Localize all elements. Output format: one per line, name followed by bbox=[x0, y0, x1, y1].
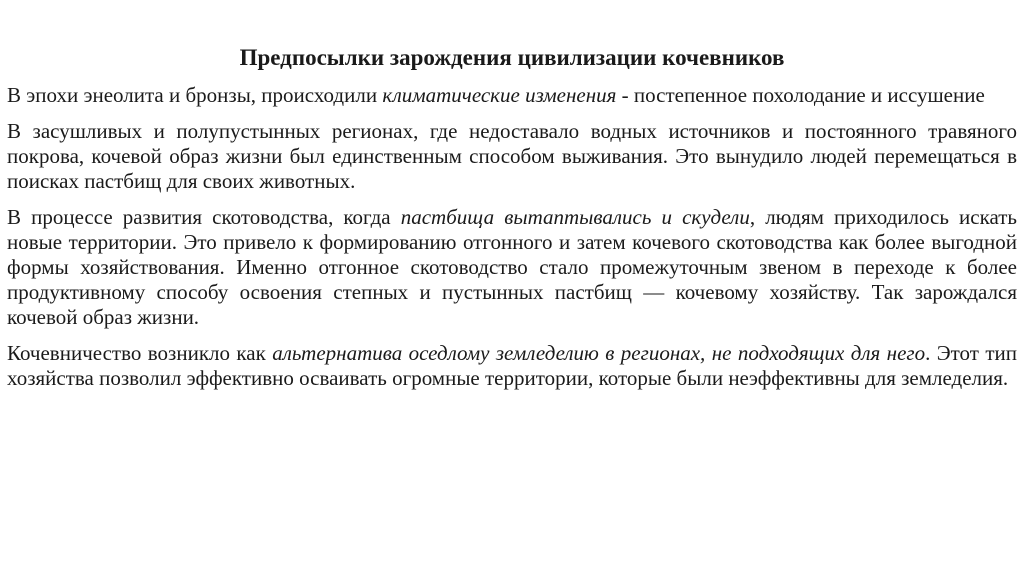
paragraph-climate bbox=[7, 83, 1017, 108]
paragraph-pastoralism bbox=[7, 205, 1017, 330]
paragraph-emphasis: альтернатива оседлому земледелию в регионах, не подходящих для него bbox=[272, 341, 926, 365]
paragraph-text: Кочевничество возникло как bbox=[7, 341, 273, 365]
paragraph-text: , людям приходилось искать новые территории. Это привело к формированию отгонного и затем кочевого скотоводства как более выгодной формы хозяйствования. Именно отгонное скотоводство стало промежуточным звеном в переходе к более продуктивному способу освоения степных и пустынных пастбищ — кочевому хозяйству. Так зарождался кочевой образ жизни. bbox=[7, 205, 1017, 329]
paragraph-text: . Этот тип хозяйства позволил эффективно осваивать огромные территории, которые были неэффективны для земледелия. bbox=[7, 341, 1017, 390]
paragraph-text: В эпохи энеолита и бронзы, происходили bbox=[7, 83, 383, 107]
paragraph-arid-regions bbox=[7, 119, 1017, 194]
paragraph-text: - постепенное похолодание и иссушение bbox=[616, 83, 985, 107]
paragraph-text: В засушливых и полупустынных регионах, где недоставало водных источников и постоянного травяного покрова, кочевой образ жизни был единственным способом выживания. Это вынудило людей перемещаться в поисках пастбищ для своих животных. bbox=[7, 119, 1017, 193]
paragraph-emphasis: пастбища вытаптывались и скудели bbox=[400, 205, 750, 229]
paragraph-text: В процессе развития скотоводства, когда bbox=[7, 205, 401, 229]
paragraph-emphasis: климатические изменения bbox=[382, 83, 617, 107]
paragraph-nomadism bbox=[7, 341, 1017, 391]
slide-title: Предпосылки зарождения цивилизации кочевников bbox=[239, 45, 785, 70]
